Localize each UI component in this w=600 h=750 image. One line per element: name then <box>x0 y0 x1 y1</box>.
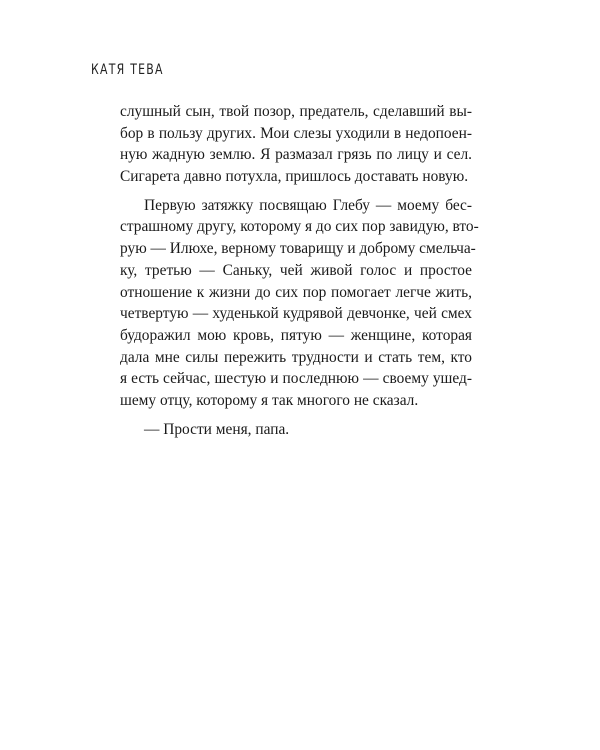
paragraph-2 <box>120 195 479 412</box>
text-line: слушный сын, твой позор, предатель, сделавший вы- <box>120 103 472 120</box>
text-line: ную жадную землю. Я размазал грязь по лицу и сел. <box>120 146 472 164</box>
text-line: Первую затяжку посвящаю Глебу — моему бес- <box>144 196 472 214</box>
running-head-author: КАТЯ ТЕВА <box>91 62 164 78</box>
text-line: отношение к жизни до сих пор помогает легче жить, <box>120 283 472 301</box>
text-line: — Прости меня, папа. <box>144 420 290 438</box>
paragraph-1 <box>120 101 472 188</box>
body-text <box>120 101 479 440</box>
text-line: дала мне силы пережить трудности и стать тем, кто <box>120 348 472 366</box>
text-line: бор в пользу других. Мои слезы уходили в недопоен- <box>120 124 472 142</box>
text-line: шему отцу, которому я так многого не сказал. <box>120 391 419 409</box>
text-line: страшному другу, которому я до сих пор завидую, вто- <box>120 218 479 236</box>
text-line: ку, третью — Саньку, чей живой голос и простое <box>120 261 472 279</box>
text-line: будоражил мою кровь, пятую — женщине, которая <box>120 326 472 344</box>
text-line: четвертую — худенькой кудрявой девчонке, чей смех <box>120 305 472 323</box>
text-line: Сигарета давно потухла, пришлось доставать новую. <box>120 168 469 186</box>
text-line: рую — Илюхе, верному товарищу и доброму смельча- <box>120 240 476 258</box>
paragraph-3 <box>120 419 472 441</box>
text-line: я есть сейчас, шестую и последнюю — своему ушед- <box>120 370 472 388</box>
